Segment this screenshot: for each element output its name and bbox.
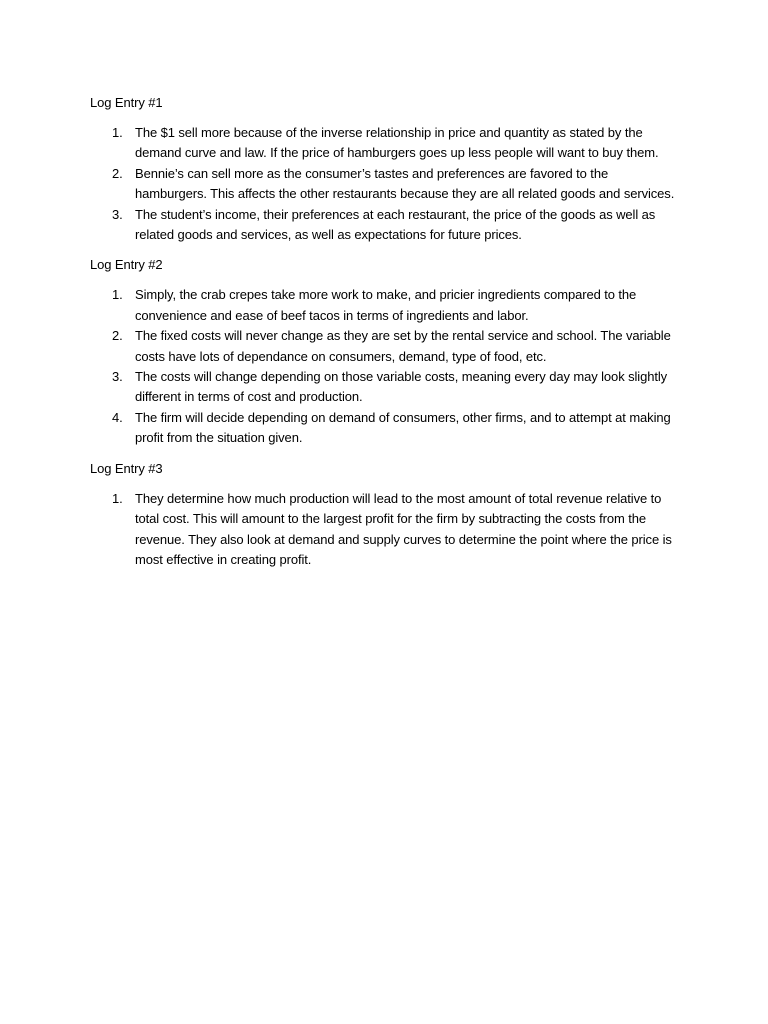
list-item [90,123,680,164]
list-item-number: 2. [112,165,123,181]
list-item-number: 2. [112,328,123,344]
list-item-number: 3. [112,206,123,222]
log-entry-2-list [90,285,680,448]
log-entry-1-list [90,123,680,245]
list-item-text: The $1 sell more because of the inverse relationship in price and quantity as stated by the demand curve and law. If the price of hamburgers goes up less people will want to buy them. [135,125,659,161]
list-item [90,367,680,408]
list-item-number: 1. [112,125,123,140]
log-entry-2-heading: Log Entry #2 [90,257,163,273]
list-item-number: 3. [112,369,123,385]
list-item [90,205,680,246]
list-item [90,164,680,205]
list-item [90,285,680,326]
list-item-text: They determine how much production will lead to the most amount of total revenue relative to total cost. This will amount to the largest profit for the firm by subtracting the costs from the revenue. They also look at demand and supply curves to determine the point where the price is most effective in creating profit. [135,490,672,567]
list-item [90,326,680,367]
log-entry-3-list [90,489,680,571]
list-item-number: 1. [112,490,123,506]
log-entry-3-heading: Log Entry #3 [90,460,163,476]
list-item-text: Bennie’s can sell more as the consumer’s tastes and preferences are favored to the hamburgers. This affects the other restaurants because they are all related goods and services. [135,165,675,202]
list-item-text: The student’s income, their preferences at each restaurant, the price of the goods as well as related goods and services, as well as expectations for future prices. [135,206,656,243]
list-item [90,408,680,449]
list-item-text: The costs will change depending on those variable costs, meaning every day may look slightly different in terms of cost and production. [135,369,668,405]
list-item-number: 1. [112,287,123,303]
list-item-text: Simply, the crab crepes take more work to make, and pricier ingredients compared to the convenience and ease of beef tacos in terms of ingredients and labor. [135,287,637,323]
list-item-text: The firm will decide depending on demand of consumers, other firms, and to attempt at making profit from the situation given. [135,409,671,446]
list-item-number: 4. [112,409,123,425]
list-item [90,489,680,571]
log-entry-1-heading: Log Entry #1 [90,95,163,110]
document-page [90,93,680,580]
list-item-text: The fixed costs will never change as they are set by the rental service and school. The variable costs have lots of dependance on consumers, demand, type of food, etc. [135,328,671,364]
